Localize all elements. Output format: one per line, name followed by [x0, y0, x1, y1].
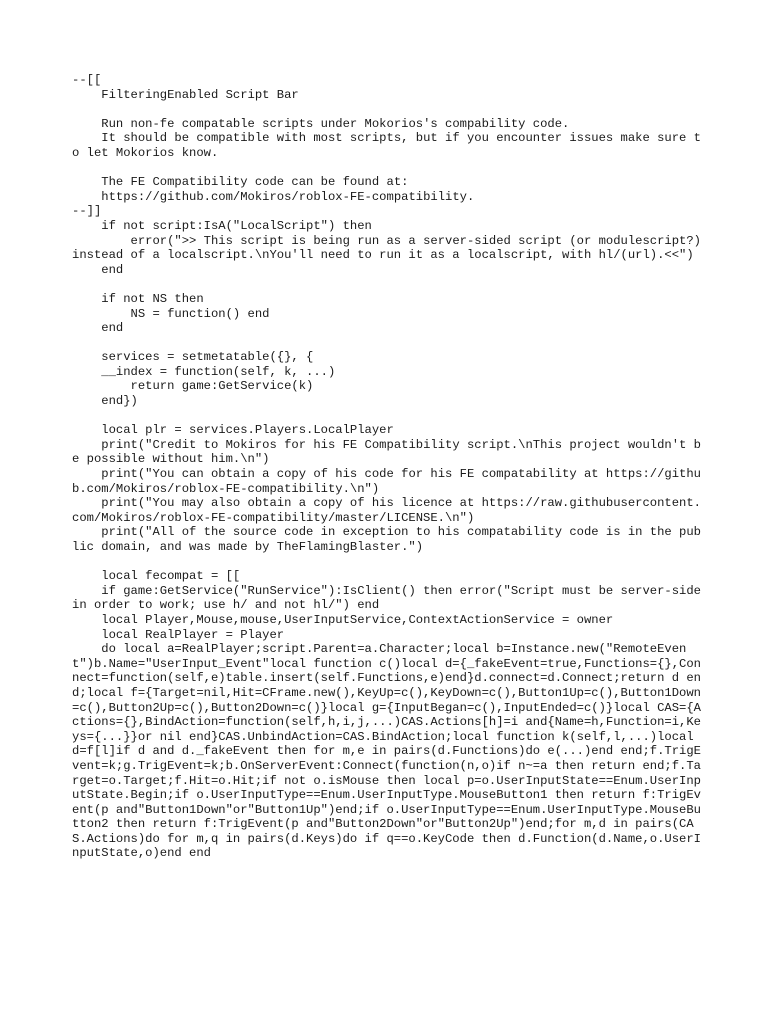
script-code-text: --[[ FilteringEnabled Script Bar Run non-fe compatable scripts under Mokorios's compability code. It should be compatible with most scripts, but if you encounter issues make sure to let Mokorios know. The FE Compatibility code can be found at: https://github.com/Mokiros/roblox-FE-compatibility. --]] if not script:IsA("LocalScript") then error(">> This script is being run as a server-sided script (or modulescript?) instead of a localscript.\nYou'll need to run it as a localscript, with hl/(url).<<") end if not NS then NS = function() end end services = setmetatable({}, { __index = function(self, k, ...) return game:GetService(k) end}) local plr = services.Players.LocalPlayer print("Credit to Mokiros for his FE Compatibility script.\nThis project wouldn't be possible without him.\n") print("You can obtain a copy of his code for his FE compatability at https://github.com/Mokiros/roblox-FE-compatibility.\n") print("You may also obtain a copy of his licence at https://raw.githubusercontent.com/Mokiros/roblox-FE-compatibility/master/LICENSE.\n") print("All of the source code in exception to his compatability code is in the public domain, and was made by TheFlamingBlaster.") local fecompat = [[ if game:GetService("RunService"):IsClient() then error("Script must be server-side in order to work; use h/ and not hl/") end local Player,Mouse,mouse,UserInputService,ContextActionService = owner local RealPlayer = Player do local a=RealPlayer;script.Parent=a.Character;local b=Instance.new("RemoteEvent")b.Name="UserInput_Event"local function c()local d={_fakeEvent=true,Functions={},Connect=function(self,e)table.insert(self.Functions,e)end}d.connect=d.Connect;return d end;local f={Target=nil,Hit=CFrame.new(),KeyUp=c(),KeyDown=c(),Button1Up=c(),Button1Down=c(),Button2Up=c(),Button2Down=c()}local g={InputBegan=c(),InputEnded=c()}local CAS={Actions={},BindAction=function(self,h,i,j,...)CAS.Actions[h]=i and{Name=h,Function=i,Keys={...}}or nil end}CAS.UnbindAction=CAS.BindAction;local function k(self,l,...)local d=f[l]if d and d._fakeEvent then for m,e in pairs(d.Functions)do e(...)end end;f.TrigEvent=k;g.TrigEvent=k;b.OnServerEvent:Connect(function(n,o)if n~=a then return end;f.Target=o.Target;f.Hit=o.Hit;if not o.isMouse then local p=o.UserInputState==Enum.UserInputState.Begin;if o.UserInputType==Enum.UserInputType.MouseButton1 then return f:TrigEvent(p and"Button1Down"or"Button1Up")end;if o.UserInputType==Enum.UserInputType.MouseButton2 then return f:TrigEvent(p and"Button2Down"or"Button2Up")end;for m,d in pairs(CAS.Actions)do for m,q in pairs(d.Keys)do if q==o.KeyCode then d.Function(d.Name,o.UserInputState,o)end end — [72, 73, 701, 861]
